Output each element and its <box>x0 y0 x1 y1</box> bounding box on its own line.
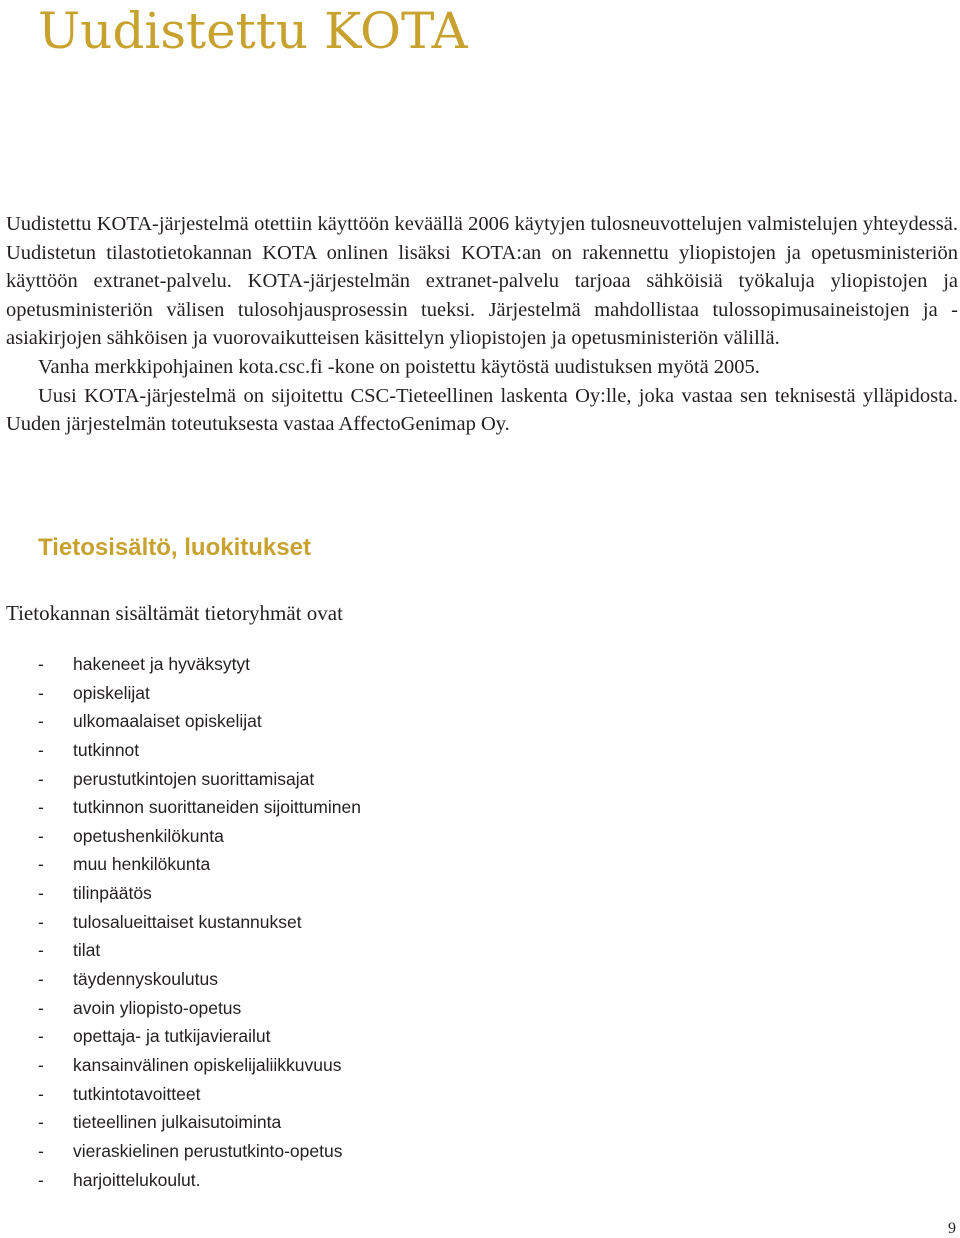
list-item-text: tilat <box>73 940 101 961</box>
list-item-text: kansainvälinen opiskelijaliikkuvuus <box>73 1054 342 1075</box>
list-bullet-dash: - <box>38 1054 44 1075</box>
list-bullet-dash: - <box>38 711 44 732</box>
list-bullet-dash: - <box>38 1112 44 1133</box>
list-item <box>38 1051 361 1080</box>
list-bullet-dash: - <box>38 654 44 674</box>
list-item <box>38 965 361 994</box>
list-bullet-dash: - <box>38 883 44 904</box>
list-item <box>38 736 361 765</box>
list-item-text: perustutkintojen suorittamisajat <box>73 768 315 789</box>
list-item <box>38 822 361 851</box>
list-item-text: muu henkilökunta <box>73 854 211 875</box>
list-item <box>38 679 361 708</box>
list-bullet-dash: - <box>38 1026 44 1047</box>
list-item-text: tieteellinen julkaisutoiminta <box>73 1112 282 1133</box>
list-bullet-dash: - <box>38 854 44 875</box>
list-bullet-dash: - <box>38 797 44 818</box>
intro-text <box>6 210 958 439</box>
list-bullet-dash: - <box>38 940 44 961</box>
page-title: Uudistettu KOTA <box>38 2 468 60</box>
list-bullet-dash: - <box>38 1140 44 1161</box>
list-item-text: opettaja- ja tutkijavierailut <box>73 1026 271 1047</box>
list-item <box>38 1022 361 1051</box>
list-bullet-dash: - <box>38 1083 44 1104</box>
list-item-text: täydennyskoulutus <box>73 969 218 990</box>
list-bullet-dash: - <box>38 825 44 846</box>
list-bullet-dash: - <box>38 682 44 703</box>
list-bullet-dash: - <box>38 997 44 1018</box>
list-item-text: tutkinnon suorittaneiden sijoittuminen <box>73 797 361 818</box>
section-heading: Tietosisältö, luokitukset <box>38 534 311 561</box>
list-item-text: opetushenkilökunta <box>73 825 224 846</box>
list-item <box>38 936 361 965</box>
list-item <box>38 908 361 937</box>
paragraph: Vanha merkkipohjainen kota.csc.fi -kone on poistettu käytöstä uudistuksen myötä 2005. <box>38 355 760 378</box>
list-bullet-dash: - <box>38 1169 44 1190</box>
list-item-text: vieraskielinen perustutkinto-opetus <box>73 1140 343 1161</box>
list-item-text: harjoittelukoulut. <box>73 1169 201 1190</box>
list-item-text: ulkomaalaiset opiskelijat <box>73 711 262 732</box>
list-item <box>38 1137 361 1166</box>
list-item <box>38 879 361 908</box>
page-number: 9 <box>948 1220 956 1237</box>
list-item <box>38 765 361 794</box>
list-bullet-dash: - <box>38 739 44 760</box>
list-bullet-dash: - <box>38 969 44 990</box>
list-item <box>38 1108 361 1137</box>
list-item-text: tutkintotavoitteet <box>73 1083 201 1104</box>
list-item <box>38 707 361 736</box>
list-item <box>38 994 361 1023</box>
list-item-text: tutkinnot <box>73 739 140 760</box>
list-item <box>38 1166 361 1195</box>
list-item-text: opiskelijat <box>73 682 150 703</box>
list-item-text: tulosalueittaiset kustannukset <box>73 911 302 932</box>
data-group-list <box>38 650 361 1194</box>
list-item <box>38 1080 361 1109</box>
list-bullet-dash: - <box>38 768 44 789</box>
list-item-text: hakeneet ja hyväksytyt <box>73 654 251 674</box>
list-item <box>38 650 361 679</box>
list-item <box>38 793 361 822</box>
list-item <box>38 850 361 879</box>
list-item-text: avoin yliopisto-opetus <box>73 997 242 1018</box>
paragraph: Uusi KOTA-järjestelmä on sijoitettu CSC-Tieteellinen laskenta Oy:lle, joka vastaa sen teknisestä ylläpidosta. Uuden järjestelmän toteutuksesta vastaa AffectoGenimap Oy. <box>6 384 958 436</box>
list-item-text: tilinpäätös <box>73 883 152 904</box>
list-bullet-dash: - <box>38 911 44 932</box>
paragraph: Uudistettu KOTA-järjestelmä otettiin käyttöön keväällä 2006 käytyjen tulosneuvottelujen valmistelujen yhteydessä. Uudistetun tilastotietokannan KOTA onlinen lisäksi KOTA:an on rakennettu yliopistojen ja opetusministeriön käyttöön extranet-palvelu. KOTA-järjestelmän extranet-palvelu tarjoaa sähköisiä työkaluja yliopistojen ja opetusministeriön välisen tulosohjausprosessin tueksi. Järjestelmä mahdollistaa tulossopimusaineistojen ja -asiakirjojen sähköisen ja vuorovaikutteisen käsittelyn yliopistojen ja opetusministeriön välillä. <box>6 213 958 350</box>
list-intro: Tietokannan sisältämät tietoryhmät ovat <box>6 601 343 625</box>
